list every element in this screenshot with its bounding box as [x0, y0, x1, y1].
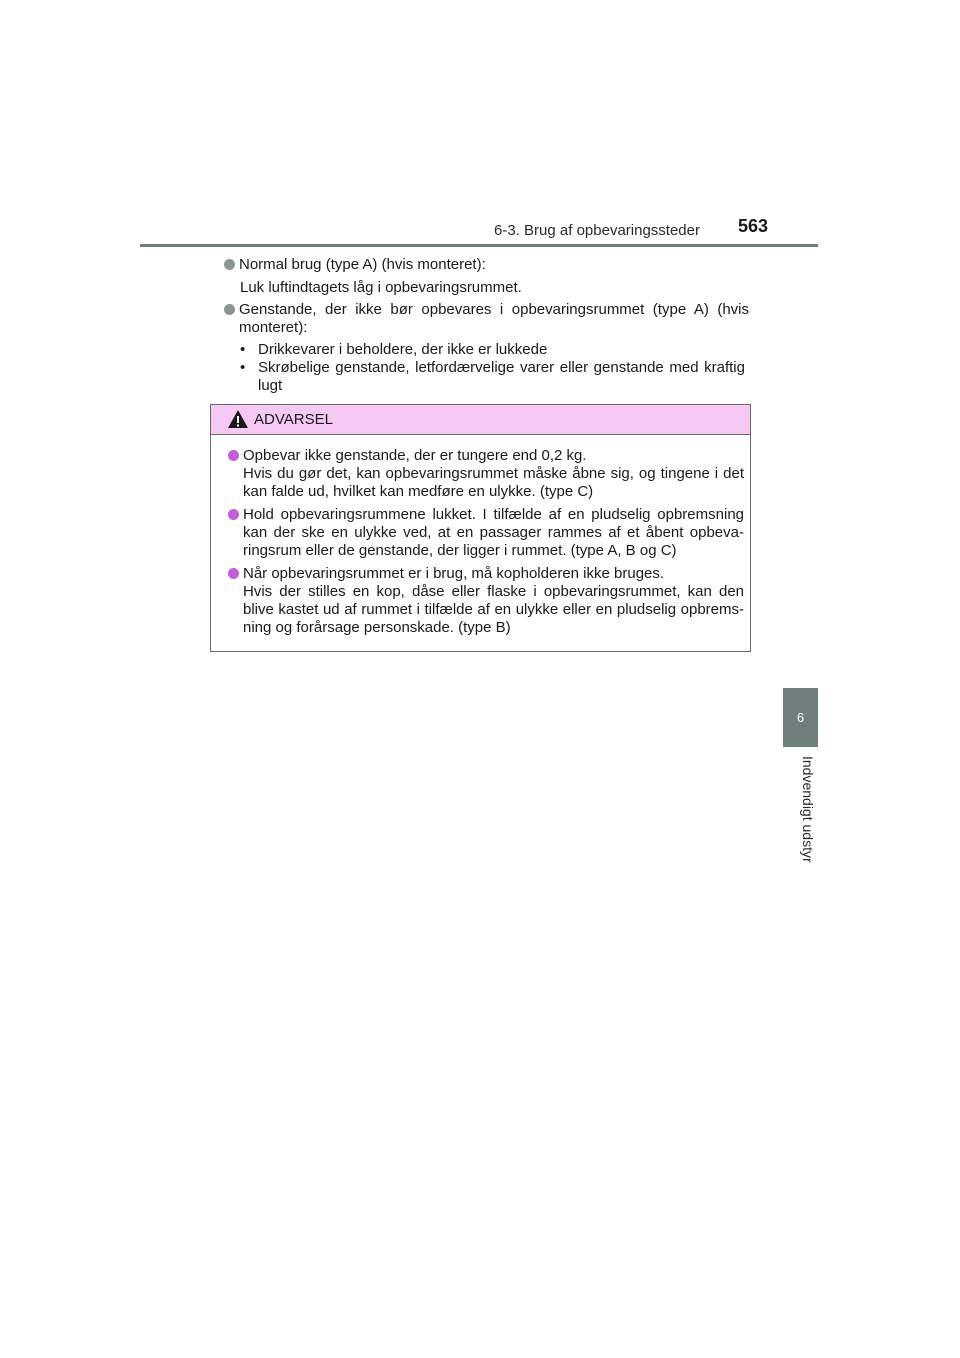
list-item-prohibited — [224, 301, 749, 337]
sub-list-item — [240, 341, 745, 359]
section-title: 6-3. Brug af opbevaringssteder — [494, 222, 700, 239]
warning-item — [228, 565, 744, 637]
warning-item-line: Hvis der stilles en kop, dåse eller flaske i opbevaringsrummet, kan den blive kastet ud af rummet i tilfælde af en ulykke eller en pludselig opbrems-ning og forårsage personskade. (type B) — [243, 583, 744, 636]
warning-bullet-icon — [228, 509, 239, 520]
sub-item-text: Skrøbelige genstande, letfordærvelige varer eller genstande med kraftig lugt — [258, 359, 745, 394]
warning-header — [211, 405, 750, 435]
warning-bullet-icon — [228, 568, 239, 579]
item-body: Luk luftindtagets låg i opbevaringsrummet. — [240, 279, 522, 296]
header-divider — [140, 244, 818, 247]
list-item-normal-use — [224, 256, 749, 274]
warning-item-line: Hvis du gør det, kan opbevaringsrummet måske åbne sig, og tingene i det kan falde ud, hvilket kan medføre en ulykke. (type C) — [243, 465, 744, 500]
warning-item — [228, 506, 744, 560]
item-heading: Normal brug (type A) (hvis monteret): — [239, 256, 486, 273]
warning-item-line: Når opbevaringsrummet er i brug, må kopholderen ikke bruges. — [243, 565, 665, 582]
sub-list-item — [240, 359, 745, 395]
warning-bullet-icon — [228, 450, 239, 461]
bullet-dot-icon — [224, 259, 235, 270]
page-number: 563 — [738, 216, 769, 236]
sub-item-text: Drikkevarer i beholdere, der ikke er lukkede — [258, 341, 548, 358]
chapter-label: Indvendigt udstyr — [800, 756, 816, 863]
item-heading: Genstande, der ikke bør opbevares i opbevaringsrummet (type A) (hvis monteret): — [239, 301, 749, 336]
chapter-number: 6 — [796, 710, 805, 725]
warning-item — [228, 447, 744, 501]
sub-bullet-icon: • — [240, 341, 246, 358]
chapter-tab — [783, 688, 818, 747]
warning-item-line: Hold opbevaringsrummene lukket. I tilfælde af en pludselig opbremsning kan der ske en ulykke ved, at en passager rammes af et åbent opbeva-ringsrum eller de genstande, der ligger i rummet. (type A, B og C) — [243, 506, 744, 559]
warning-triangle-icon — [227, 409, 249, 429]
bullet-dot-icon — [224, 304, 235, 315]
warning-box — [210, 404, 751, 652]
warning-item-line: Opbevar ikke genstande, der er tungere end 0,2 kg. — [243, 447, 587, 464]
warning-title: ADVARSEL — [254, 411, 333, 428]
sub-bullet-icon: • — [240, 359, 246, 376]
